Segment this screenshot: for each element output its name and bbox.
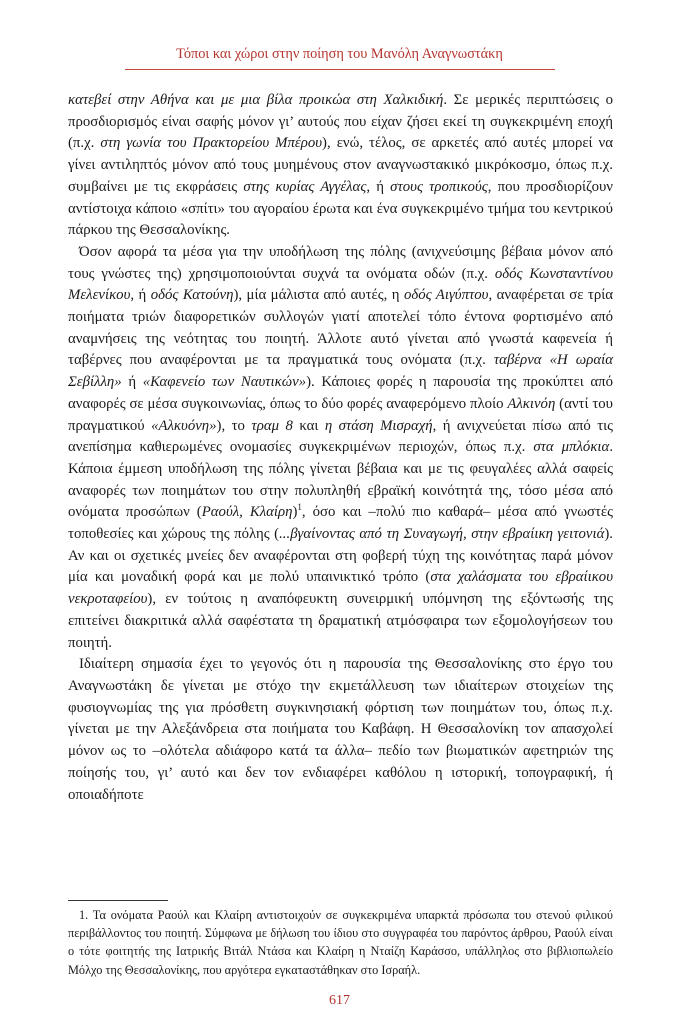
text-run: ), ενώ, τέλος, σε αρκετές από αυτές μπορεί να γίνει αντιληπτός μόνον από τους μυημένους στον αναγνωστακικό μικρόκοσμο, όπως π.χ. συμβαίνει με τις εκφράσεις	[68, 135, 613, 195]
italic-phrase: στη γωνία του Πρακτορείου Μπέρου	[100, 135, 323, 152]
italic-phrase: η στάση Μισραχή	[324, 417, 433, 434]
italic-phrase: στους τροπικούς	[390, 178, 488, 195]
paragraph-1	[68, 90, 613, 242]
italic-phrase: στης κυρίας Αγγέλας	[243, 178, 367, 195]
text-run: . Κάποια έμμεση υποδήλωση της πόλης γίνεται βέβαια και με τις φευγαλέες αλλά σαφείς αναφορές των ποιημάτων του στην πολυπληθή εβραϊκή κοινότητά της, τόσο μέσα από ονόματα προσώπων (	[68, 439, 614, 521]
footnote-rule	[68, 900, 168, 901]
page-number: 617	[329, 993, 350, 1008]
paragraph-2	[68, 242, 613, 654]
footnote-1: 1. Τα ονόματα Ραούλ και Κλαίρη αντιστοιχούν σε συγκεκριμένα υπαρκτά πρόσωπα του στενού φιλικού περιβάλλοντος του ποιητή. Σύμφωνα με δήλωση του ίδιου στο συγγραφέα του παρόντος άρθρου, Ραούλ είναι ο τότε φοιτητής της Ιατρικής Βιτάλ Ντάσα και Κλαίρη η Νταίζη Καράσσο, υπάλληλος στο βιβλιοπωλείο Μόλχο της Θεσσαλονίκης, που αργότερα εγκαταστάθηκαν στο Ισραήλ.	[68, 908, 613, 977]
text-run: ). Αν και οι σχετικές μνείες δεν αναφέρονται στη φοβερή τύχη της κοινότητας παρά μόνον μία και μοναδική φορά και με πολύ υπαινικτικό τρόπο (	[68, 526, 613, 586]
italic-phrase: στα χαλάσματα του εβραίικου νεκροταφείου	[68, 569, 613, 608]
italic-phrase: τραμ 8	[251, 417, 293, 434]
text-run: . Σε μερικές περιπτώσεις ο προσδιορισμός είναι σαφής μόνον γι’ αυτούς που είχαν ζήσει εκεί τη συγκεκριμένη εποχή (π.χ.	[68, 92, 614, 152]
running-header: Τόποι και χώροι στην ποίηση του Μανόλη Αναγνωστάκη	[176, 46, 503, 62]
text-run: Ιδιαίτερη σημασία έχει το γεγονός ότι η παρουσία της Θεσσαλονίκης στο έργο του Αναγνωστάκη δε γίνεται με στόχο την εκμετάλλευση των ιδιαίτερων στοιχείων της φυσιογνωμίας της για πρόσθετη συγκινησιακή φόρτιση των ποιημάτων του, όπως π.χ. γίνεται με την Αλεξάνδρεια στα ποιήματα του Καβάφη. Η Θεσσαλονίκη τον απασχολεί μόνον ως το –ολότελα αδιάφορο κατά τα άλλα– πεδίο των βιωματικών αφετηριών της ποίησής του, γι’ αυτό και δεν τον ενδιαφέρει καθόλου η ιστορική, τοπογραφική, ή οποιαδήποτε	[68, 656, 613, 803]
italic-phrase: ...βγαίνοντας από τη Συναγωγή, στην εβραίικη γειτονιά	[279, 526, 605, 543]
footnote-ref: 1	[297, 502, 302, 513]
italic-phrase: «Αλκυόνη»	[151, 417, 217, 434]
text-run: ή	[121, 374, 143, 391]
text-run: , αναφέρεται σε τρία ποιήματα τριών διαφορετικών συλλογών γιατί αποτελεί τόπο έντονα φορτισμένο από αναμνήσεις της νεότητας του ποιητή. Άλλοτε αυτό γίνεται από γνωστά καφενεία ή ταβέρνες που αναφέρονται με τα πραγματικά τους ονόματα (π.χ.	[68, 287, 613, 369]
text-run: ), εν τούτοις η αναπόφευκτη συνειρμική υπόμνηση της εξόντωσής της επιτείνει διακριτικά αλλά σαφέστατα τη δραματική ατμόσφαιρα των εξομολογήσεων του ποιητή.	[68, 591, 613, 651]
text-run: , όσο και –πολύ πιο καθαρά– μέσα από γνωστές τοποθεσίες και χώρους της πόλης (	[68, 504, 613, 543]
text-run: , ή	[130, 287, 151, 304]
paragraph-3	[68, 654, 613, 806]
text-run: ). Κάποιες φορές η παρουσία της προκύπτει από αναφορές σε μέσα συγκοινωνίας, όπως το δύο φορές αναφερόμενο πλοίο	[68, 374, 613, 412]
text-run: Όσον αφορά τα μέσα για την υποδήλωση της πόλης (ανιχνεύσιμης βέβαια μόνον από τους γνώστες της) χρησιμοποιούνται συχνά τα ονόματα οδών (π.χ.	[68, 243, 613, 282]
text-run: και	[292, 417, 325, 434]
text-run: ), το	[216, 417, 252, 434]
text-run: )	[292, 504, 298, 521]
italic-phrase: Ραούλ, Κλαίρη	[201, 504, 293, 521]
italic-phrase: στα μπλόκια	[533, 439, 610, 456]
header-rule	[125, 69, 555, 70]
italic-phrase: Αλκινόη	[507, 395, 556, 412]
text-run: , που προσδιορίζουν αντίστοιχα κάποιο «σπίτι» του αγοραίου έρωτα και ένα συγκεκριμένο τμήμα του κεντρικού πάρκου της Θεσσαλονίκης.	[68, 178, 613, 239]
italic-phrase: οδός Κωνσταντίνου Μελενίκου	[68, 265, 613, 304]
text-run: , ή ανιχνεύεται πίσω από τις ανεπίσημα καθιερωμένες ονομασίες συγκεκριμένων περιοχών, όπως π.χ.	[68, 417, 613, 456]
italic-phrase: οδός Κατούνη	[150, 287, 234, 304]
text-run: , ή	[366, 178, 391, 195]
text-run: ), μία μάλιστα από αυτές, η	[233, 287, 404, 304]
body-text	[68, 90, 613, 806]
italic-phrase: οδός Αιγύπτου	[403, 287, 489, 304]
text-run: (αντί του πραγματικού	[68, 395, 613, 434]
italic-phrase: «Καφενείο των Ναυτικών»	[142, 374, 307, 391]
italic-phrase: κατεβεί στην Αθήνα και με μια βίλα προικώα στη Χαλκιδική	[68, 92, 444, 108]
italic-phrase: ταβέρνα «Η ωραία Σεβίλλη»	[68, 352, 613, 391]
